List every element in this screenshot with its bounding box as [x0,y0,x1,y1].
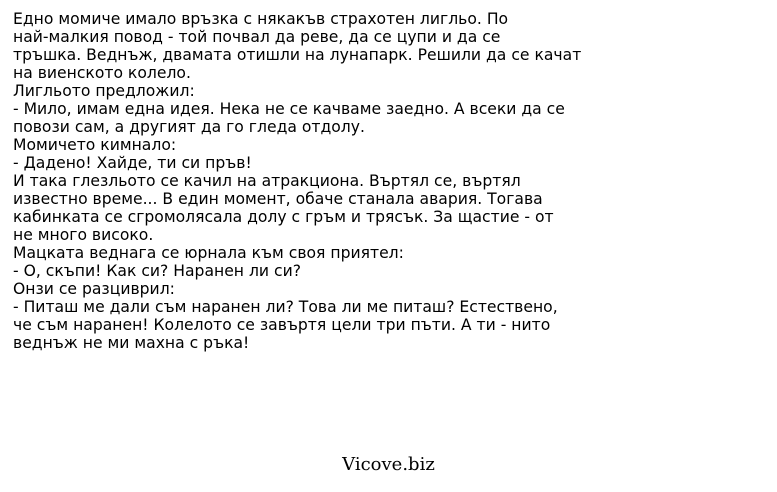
joke-line: на виенското колело. [13,64,191,82]
joke-line: - О, скъпи! Как си? Наранен ли си? [13,262,301,280]
joke-line: повози сам, а другият да го гледа отдолу. [13,118,365,136]
joke-line: Едно момиче имало връзка с някакъв страхотен лигльо. По [13,10,509,28]
joke-line: Момичето кимнало: [13,136,177,154]
joke-line: веднъж не ми махна с ръка! [13,334,250,352]
joke-line: И така глезльото се качил на атракциона. Въртял се, въртял [13,172,521,190]
joke-line: - Питаш ме дали съм наранен ли? Това ли ме питаш? Естествено, [13,298,558,316]
joke-line: не много високо. [13,226,154,244]
joke-line: че съм наранен! Колелото се завъртя цели три пъти. А ти - нито [13,316,551,334]
joke-line: - Дадено! Хайде, ти си пръв! [13,154,252,172]
joke-line: кабинката се сгромолясала долу с гръм и трясък. За щастие - от [13,208,554,226]
joke-line: Онзи се разциврил: [13,280,175,298]
joke-line: известно време... В един момент, обаче станала авария. Тогава [13,190,543,208]
joke-line: Мацката веднага се юрнала към своя приятел: [13,244,404,262]
joke-text [13,10,773,352]
joke-line: тръшка. Веднъж, двамата отишли на лунапарк. Решили да се качат [13,46,582,64]
joke-line: най-малкия повод - той почвал да реве, да се цупи и да се [13,28,501,46]
site-watermark: Vicove.biz [342,454,435,475]
joke-line: - Мило, имам една идея. Нека не се качваме заедно. А всеки да се [13,100,565,118]
joke-line: Лигльото предложил: [13,82,195,100]
